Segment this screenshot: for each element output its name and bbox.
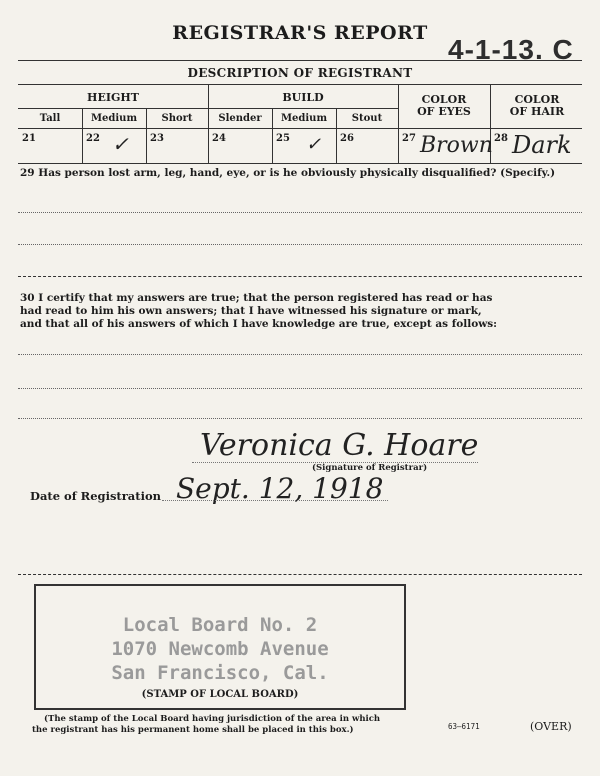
- field-number-21: 21: [22, 133, 36, 144]
- local-board-stamp-box: [34, 584, 406, 710]
- stamp-label: (STAMP OF LOCAL BOARD): [141, 689, 299, 700]
- signature-label: (Signature of Registrar): [312, 463, 428, 473]
- height-medium-checkmark: ✓: [112, 132, 129, 156]
- answer-line: [18, 354, 582, 355]
- stamp-line-1: Local Board No. 2: [122, 614, 318, 636]
- date-of-registration-label: Date of Registration: [30, 489, 161, 503]
- section-divider: [18, 574, 582, 575]
- tall-label: Tall: [39, 113, 61, 124]
- document-number: 4-1-13. C: [448, 34, 574, 65]
- field-number-26: 26: [340, 133, 354, 144]
- page-title: REGISTRAR'S REPORT: [172, 22, 428, 44]
- section-divider: [18, 276, 582, 277]
- question-30-line-1: 30 I certify that my answers are true; that the person registered has read or has: [20, 292, 493, 304]
- answer-line: [18, 212, 582, 213]
- answer-line: [18, 418, 582, 419]
- answer-line: [18, 388, 582, 389]
- hair-header: COLOR OF HAIR: [509, 93, 565, 118]
- registrar-signature: Veronica G. Hoare: [200, 428, 479, 463]
- footer-note-line-2: the registrant has his permanent home shall be placed in this box.): [32, 725, 354, 735]
- question-29: 29 Has person lost arm, leg, hand, eye, or is he obviously physically disqualified? (Specify.): [20, 167, 556, 179]
- question-30-line-2: had read to him his own answers; that I have witnessed his signature or mark,: [20, 305, 482, 317]
- footer-note-line-1: (The stamp of the Local Board having jurisdiction of the area in which: [44, 714, 381, 724]
- stout-label: Stout: [351, 113, 383, 124]
- question-30-line-3: and that all of his answers of which I have knowledge are true, except as follows:: [20, 318, 498, 330]
- slender-label: Slender: [218, 113, 262, 124]
- section-subtitle: DESCRIPTION OF REGISTRANT: [187, 66, 413, 80]
- stamp-line-3: San Francisco, Cal.: [111, 662, 329, 684]
- field-number-25: 25: [276, 133, 290, 144]
- answer-line: [18, 244, 582, 245]
- short-label: Short: [161, 113, 193, 124]
- build-header: BUILD: [282, 91, 324, 104]
- form-number: 63—6171: [448, 722, 480, 731]
- field-number-27: 27: [402, 133, 416, 144]
- field-number-28: 28: [494, 133, 508, 144]
- height-header: HEIGHT: [87, 91, 139, 104]
- over-note: (OVER): [530, 720, 572, 733]
- medium-build-label: Medium: [280, 113, 328, 124]
- stamp-line-2: 1070 Newcomb Avenue: [111, 638, 329, 660]
- field-number-22: 22: [86, 133, 100, 144]
- field-number-23: 23: [150, 133, 164, 144]
- date-of-registration-value: Sept. 12, 1918: [176, 472, 384, 505]
- build-medium-checkmark: ✓: [306, 134, 322, 155]
- top-rule: [18, 60, 582, 61]
- eyes-header: COLOR OF EYES: [417, 93, 471, 118]
- field-number-24: 24: [212, 133, 226, 144]
- hair-color-value: Dark: [512, 131, 572, 159]
- medium-height-label: Medium: [90, 113, 138, 124]
- eye-color-value: Brown: [420, 133, 493, 158]
